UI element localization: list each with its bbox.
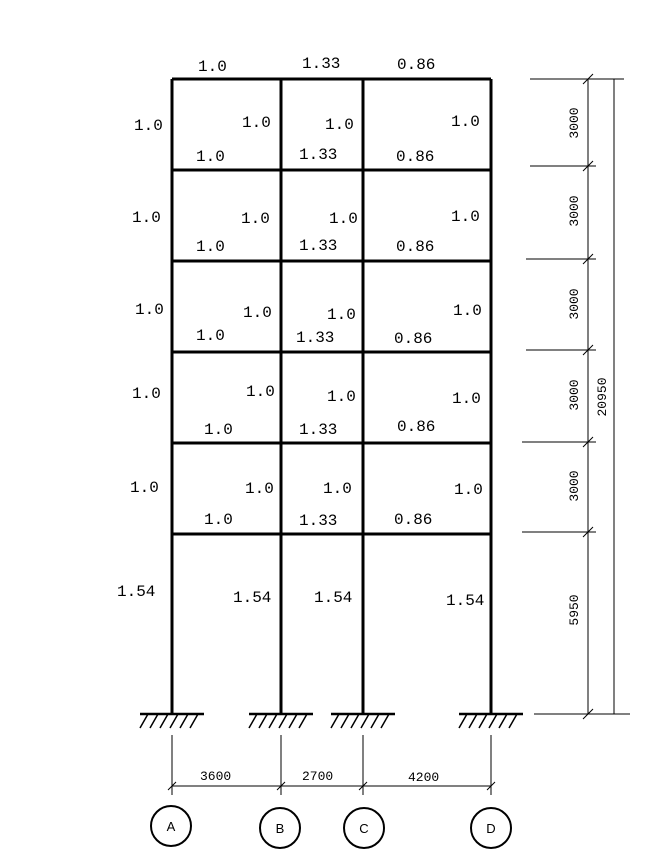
fixed-support-b xyxy=(249,714,313,728)
column-label-story6-d: 1.0 xyxy=(451,113,480,131)
beam-label-floor3-bc: 1.33 xyxy=(296,329,335,347)
story-height-label-3: 3000 xyxy=(567,379,582,411)
beam-label-floor2-bc: 1.33 xyxy=(299,421,338,439)
column-label-story2-c: 1.0 xyxy=(323,480,352,498)
fixed-support-c xyxy=(331,714,395,728)
fixed-support-d xyxy=(459,714,523,728)
beam-label-roof-ab: 1.0 xyxy=(198,58,227,76)
column-label-story3-a: 1.0 xyxy=(132,385,161,403)
column-label-story6-a: 1.0 xyxy=(134,117,163,135)
beam-labels xyxy=(196,55,435,530)
column-label-story2-d: 1.0 xyxy=(454,481,483,499)
horizontal-dimensions xyxy=(168,735,495,795)
beam-label-floor1-bc: 1.33 xyxy=(299,512,338,530)
column-label-story1-a: 1.54 xyxy=(117,583,156,601)
column-label-story4-c: 1.0 xyxy=(327,306,356,324)
beam-label-roof-cd: 0.86 xyxy=(397,56,436,74)
fixed-support-a xyxy=(140,714,204,728)
column-label-story6-c: 1.0 xyxy=(325,116,354,134)
axis-label-c: C xyxy=(359,821,369,836)
fixed-supports xyxy=(140,714,523,728)
column-label-story1-c: 1.54 xyxy=(314,589,353,607)
beam-label-floor4-cd: 0.86 xyxy=(396,238,435,256)
axis-label-d: D xyxy=(486,821,496,836)
beam-label-floor5-ab: 1.0 xyxy=(196,148,225,166)
beam-label-floor3-cd: 0.86 xyxy=(394,330,433,348)
column-label-story2-b: 1.0 xyxy=(245,480,274,498)
bay-width-labels xyxy=(200,769,439,785)
story-height-label-6: 3000 xyxy=(567,107,582,139)
column-label-story1-d: 1.54 xyxy=(446,592,485,610)
beam-label-floor1-ab: 1.0 xyxy=(204,511,233,529)
story-height-label-2: 3000 xyxy=(567,470,582,502)
column-label-story4-a: 1.0 xyxy=(135,301,164,319)
beam-label-floor5-bc: 1.33 xyxy=(299,146,338,164)
beam-label-floor2-ab: 1.0 xyxy=(204,421,233,439)
column-label-story4-d: 1.0 xyxy=(453,302,482,320)
column-label-story3-c: 1.0 xyxy=(327,388,356,406)
column-label-story5-b: 1.0 xyxy=(241,210,270,228)
story-height-label-4: 3000 xyxy=(567,288,582,320)
beam-label-floor5-cd: 0.86 xyxy=(396,148,435,166)
column-label-story5-d: 1.0 xyxy=(451,208,480,226)
column-label-story3-d: 1.0 xyxy=(452,390,481,408)
story-height-label-5: 3000 xyxy=(567,195,582,227)
beam-label-floor2-cd: 0.86 xyxy=(397,418,436,436)
bay-width-label-ab: 3600 xyxy=(200,769,232,784)
axis-letters xyxy=(167,819,496,836)
beam-label-floor1-cd: 0.86 xyxy=(394,511,433,529)
beam-label-floor3-ab: 1.0 xyxy=(196,327,225,345)
axis-label-a: A xyxy=(166,819,176,834)
column-label-story5-c: 1.0 xyxy=(329,210,358,228)
beam-label-floor4-bc: 1.33 xyxy=(299,237,338,255)
axis-circles xyxy=(151,806,511,848)
column-label-story3-b: 1.0 xyxy=(246,383,275,401)
column-label-story4-b: 1.0 xyxy=(243,304,272,322)
story-height-label-1: 5950 xyxy=(567,594,582,626)
column-label-story6-b: 1.0 xyxy=(242,114,271,132)
beam-label-roof-bc: 1.33 xyxy=(302,55,341,73)
column-label-story5-a: 1.0 xyxy=(132,209,161,227)
axis-label-b: B xyxy=(275,821,285,836)
bay-width-label-bc: 2700 xyxy=(302,769,334,784)
total-height-label: 20950 xyxy=(595,377,610,417)
bay-width-label-cd: 4200 xyxy=(408,770,440,785)
column-label-story2-a: 1.0 xyxy=(130,479,159,497)
beam-label-floor4-ab: 1.0 xyxy=(196,238,225,256)
column-label-story1-b: 1.54 xyxy=(233,589,272,607)
